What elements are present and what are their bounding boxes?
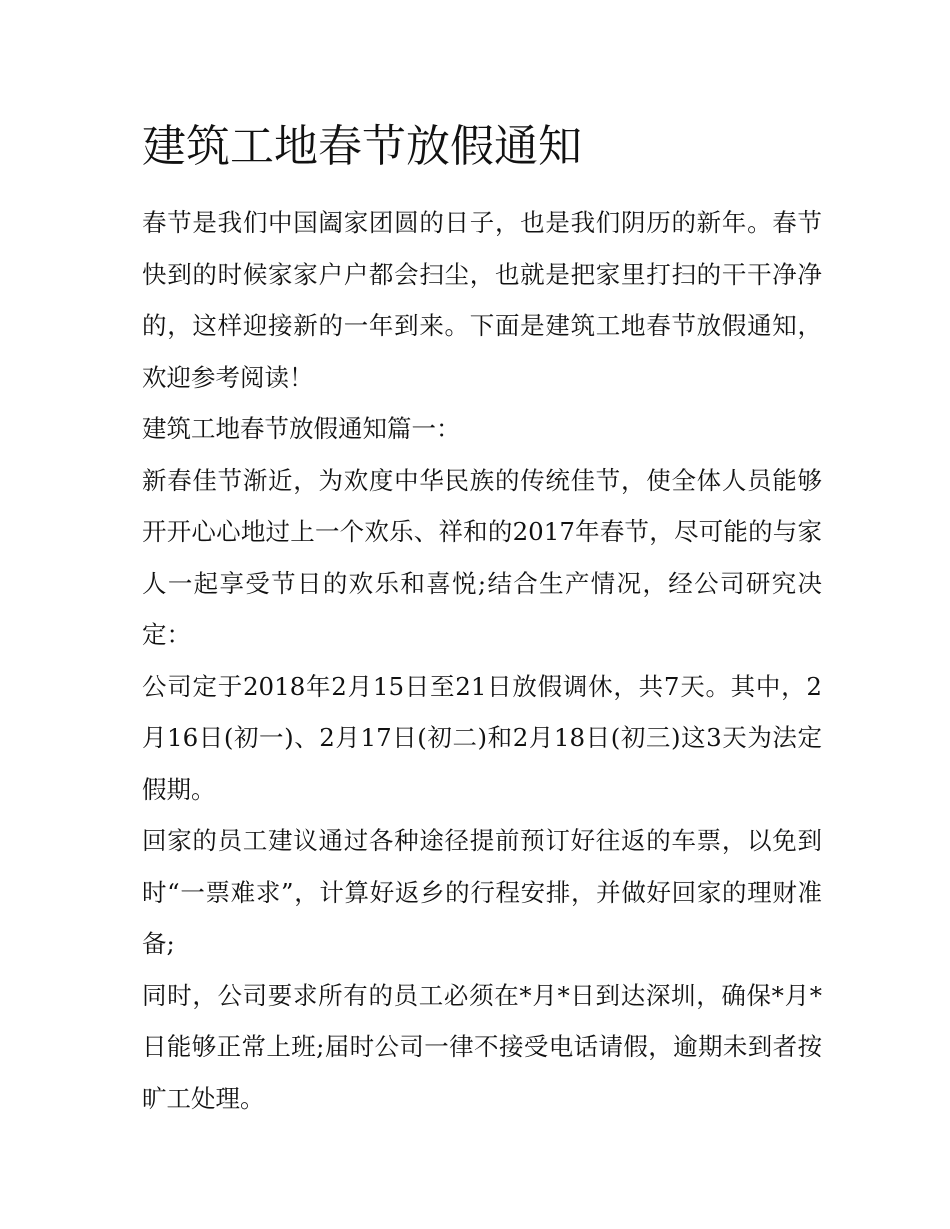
paragraph-holiday-dates: 公司定于2018年2月15日至21日放假调休，共7天。其中，2月16日(初一)、2月17日(初二)和2月18日(初三)这3天为法定假期。 <box>142 671 822 804</box>
paragraph-return-requirement: 同时，公司要求所有的员工必须在*月*日到达深圳，确保*月*日能够正常上班;届时公司一律不接受电话请假，逾期未到者按旷工处理。 <box>142 980 822 1113</box>
paragraph-travel-advice: 回家的员工建议通过各种途径提前预订好往返的车票，以免到时“一票难求”，计算好返乡的行程安排，并做好回家的理财准备; <box>142 826 822 958</box>
document-title: 建筑工地春节放假通知 <box>142 121 582 172</box>
paragraph-context: 新春佳节渐近，为欢度中华民族的传统佳节，使全体人员能够开开心心地过上一个欢乐、祥和的2017年春节，尽可能的与家人一起享受节日的欢乐和喜悦;结合生产情况，经公司研究决定： <box>142 465 822 649</box>
section-heading: 建筑工地春节放假通知篇一： <box>142 414 461 443</box>
document-body <box>142 197 822 1124</box>
paragraph-intro: 春节是我们中国阖家团圆的日子，也是我们阴历的新年。春节快到的时候家家户户都会扫尘，也就是把家里打扫的干干净净的，这样迎接新的一年到来。下面是建筑工地春节放假通知，欢迎参考阅读！ <box>142 208 822 392</box>
